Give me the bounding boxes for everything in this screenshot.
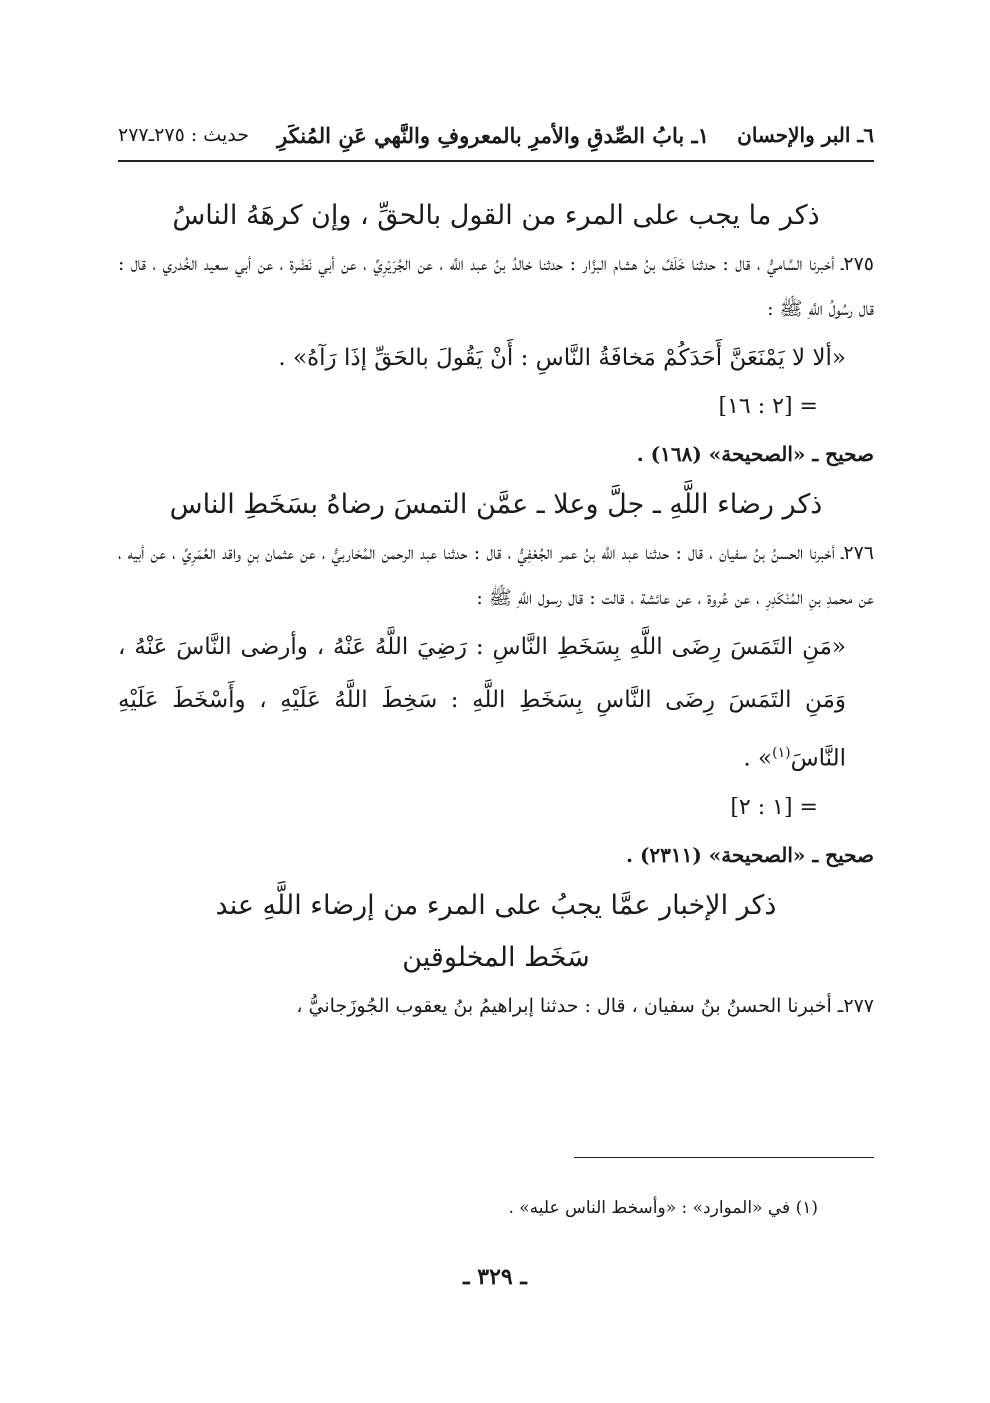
hadith-grade: صحيح ـ «الصحيحة» (١٦٨) . bbox=[636, 442, 874, 466]
hadith-matn-end: » . bbox=[743, 745, 773, 772]
footnote: (١) في «الموارد» : «وأسخط الناس عليه» . bbox=[508, 1198, 818, 1218]
header-hadith-range: حديث : ٢٧٥ـ٢٧٧ bbox=[118, 124, 249, 146]
header-chapter-title: ١ـ بابُ الصِّدقِ والأمرِ بالمعروفِ والنَّهي عَنِ المُنكَرِ bbox=[277, 122, 709, 148]
running-header bbox=[118, 118, 874, 152]
hadith-reference: = [١ : ٢] bbox=[730, 794, 818, 820]
hadith-isnad: ٢٧٥ـ أخبرنا السَّاميُّ ، قال : حدثنا خَلَفُ بنُ هشام البزَّار : حدثنا خالدُ بنُ عبد اللَّه ، عن الجُرَيْرِيِّ ، عن أبي نَضْرة ، عن أبي سعيد الخُدري ، قال : قال رسُولُ اللَّهِ ﷺ : bbox=[118, 253, 874, 320]
hadith-grade: صحيح ـ «الصحيحة» (٢٣١١) . bbox=[626, 842, 874, 867]
hadith-isnad: ٢٧٦ـ أخبرنا الحسنُ بنُ سفيان ، قال : حدثنا عبد اللَّه بنُ عمر الجُعْفِيُّ ، قال : حدثنا عبد الرحمن المُحَاربيُّ ، عن عثمان بنِ واقد العُمَرِيِّ ، عن أبيه ، عن محمدِ بنِ المُنْكَدِرِ ، عن عُروة ، عن عائشة ، قالت : قال رسول اللَّهِ ﷺ : bbox=[118, 542, 874, 609]
header-rule bbox=[118, 160, 874, 162]
footnote-rule bbox=[574, 1157, 874, 1158]
section-title-line2: سَخَط المخلوقين bbox=[402, 941, 590, 973]
section-title bbox=[118, 880, 874, 984]
page-number: ـ ٣٢٩ ـ bbox=[463, 1264, 527, 1290]
page-body bbox=[118, 190, 874, 1029]
hadith-matn: «ألا لا يَمْنَعَنَّ أَحَدَكُمْ مَخافَةُ النَّاسِ : أَنْ يَقُولَ بالحَقِّ إذَا رَآهُ» . bbox=[278, 345, 846, 371]
hadith-isnad: ٢٧٧ـ أخبرنا الحسنُ بنُ سفيان ، قال : حدثنا إبراهيمُ بنُ يعقوب الجُوزَجانيُّ ، bbox=[296, 994, 874, 1017]
section-title-line1: ذكر الإخبار عمَّا يجبُ على المرء من إرضاء اللَّهِ عند bbox=[215, 889, 777, 921]
hadith-matn bbox=[118, 621, 874, 786]
header-book-title: ٦ـ البر والإحسان bbox=[737, 123, 874, 147]
hadith-reference: = [٢ : ١٦] bbox=[718, 394, 818, 419]
footnote-marker: (١) bbox=[772, 745, 791, 761]
section-title: ذكر ما يجب على المرء من القول بالحقِّ ، وإن كرهَهُ الناسُ bbox=[172, 200, 820, 231]
hadith-matn-text: «مَنِ التَمَسَ رِضَى اللَّهِ بِسَخَطِ النَّاسِ : رَضِيَ اللَّهُ عَنْهُ ، وأرضى النَّاسَ عَنْهُ ، وَمَنِ التَمَسَ رِضَى النَّاسِ بِسَخَطِ اللَّهِ : سَخِطَ اللَّهُ عَلَيْهِ ، وأَسْخَطَ عَلَيْهِ النَّاسَ bbox=[118, 634, 846, 772]
section-title: ذكر رضاء اللَّهِ ـ جلَّ وعلا ـ عمَّن التمسَ رضاهُ بسَخَطِ الناس bbox=[169, 489, 823, 520]
